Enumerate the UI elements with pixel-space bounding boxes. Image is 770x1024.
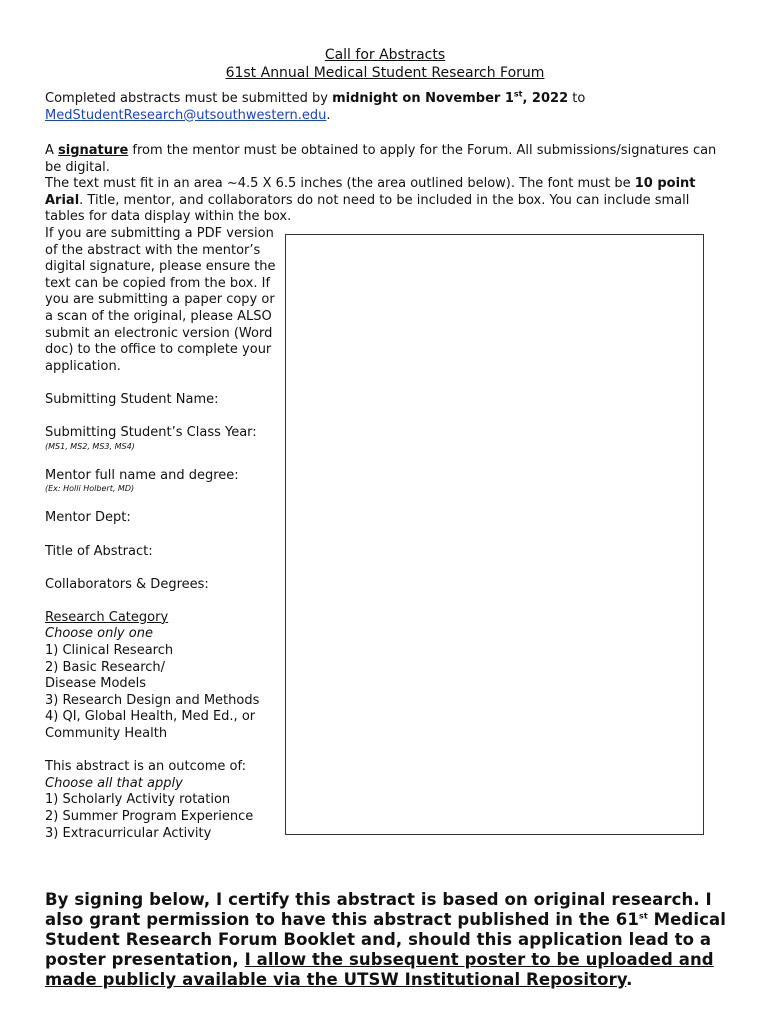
research-option: 1) Clinical Research — [45, 643, 174, 659]
form-fields-column — [45, 226, 285, 842]
research-category-instruction: Choose only one — [45, 626, 153, 642]
cert-part1: By signing below, I certify this abstract is based on original research. I also grant permission to have this abstract published in the 61 — [45, 890, 712, 929]
deadline-paragraph — [45, 91, 725, 124]
deadline-to: to — [568, 91, 586, 106]
mentor-dept-label: Mentor Dept: — [45, 510, 131, 526]
cert-sup: st — [638, 911, 648, 921]
outcome-heading: This abstract is an outcome of: — [45, 759, 246, 775]
research-category-heading: Research Category — [45, 609, 169, 625]
outcome-option: 3) Extracurricular Activity — [45, 825, 212, 841]
research-option: Community Health — [45, 726, 168, 742]
fit-rest: . Title, mentor, and collaborators do not need to be included in the box. You can include small tables for data display within the box. — [45, 192, 690, 224]
mentor-hint: (Ex: Holli Holbert, MD) — [45, 484, 135, 494]
page-subtitle: 61st Annual Medical Student Research Forum — [225, 65, 545, 81]
outcome-option: 2) Summer Program Experience — [45, 809, 254, 824]
cert-end: . — [626, 970, 633, 989]
deadline-prefix: Completed abstracts must be submitted by — [45, 91, 333, 106]
signature-lead: A — [45, 143, 59, 158]
class-year-hint: (MS1, MS2, MS3, MS4) — [45, 441, 135, 451]
class-year-label: Submitting Student’s Class Year: — [45, 425, 257, 441]
outcome-option: 1) Scholarly Activity rotation — [45, 792, 231, 808]
abstract-text-box[interactable] — [285, 234, 704, 835]
fit-prefix: The text must fit in an area ~4.5 X 6.5 inches (the area outlined below). The font must be — [45, 176, 635, 191]
signature-rest: from the mentor must be obtained to apply for the Forum. All submissions/signatures can be digital. — [45, 143, 717, 175]
signature-word: signature — [58, 143, 129, 158]
mentor-label: Mentor full name and degree: — [45, 467, 239, 483]
research-option: 4) QI, Global Health, Med Ed., or — [45, 709, 256, 725]
signature-instructions — [45, 143, 725, 226]
research-option: 2) Basic Research/ — [45, 659, 166, 675]
certification-statement — [45, 890, 735, 990]
deadline-date: midnight on November 1 — [332, 91, 514, 106]
email-link[interactable]: MedStudentResearch@utsouthwestern.edu — [45, 107, 327, 123]
font-requirement: 10 point Arial — [45, 176, 696, 208]
cert-part2: Medical Student Research Forum Booklet and, should this application lead to a poster presentation, — [45, 910, 726, 969]
research-option: 3) Research Design and Methods — [45, 692, 260, 708]
research-option: Disease Models — [45, 676, 147, 692]
page-title: Call for Abstracts — [324, 47, 446, 63]
cert-repository-consent: I allow the subsequent poster to be uploaded and made publicly available via the UTSW Institutional Repository — [45, 950, 714, 989]
outcome-instruction: Choose all that apply — [45, 775, 183, 791]
student-name-label: Submitting Student Name: — [45, 391, 219, 407]
deadline-period: . — [326, 107, 331, 123]
collaborators-label: Collaborators & Degrees: — [45, 576, 209, 592]
pdf-note: If you are submitting a PDF version of the abstract with the mentor’s digital signature, please ensure the text can be copied from the box. If you are submitting a paper copy or a scan of the original, please ALSO submit an electronic version (Word doc) to the office to complete your application. — [45, 226, 276, 374]
abstract-title-label: Title of Abstract: — [45, 543, 153, 559]
deadline-date-sup: st — [513, 89, 523, 99]
deadline-year: , 2022 — [522, 91, 569, 106]
